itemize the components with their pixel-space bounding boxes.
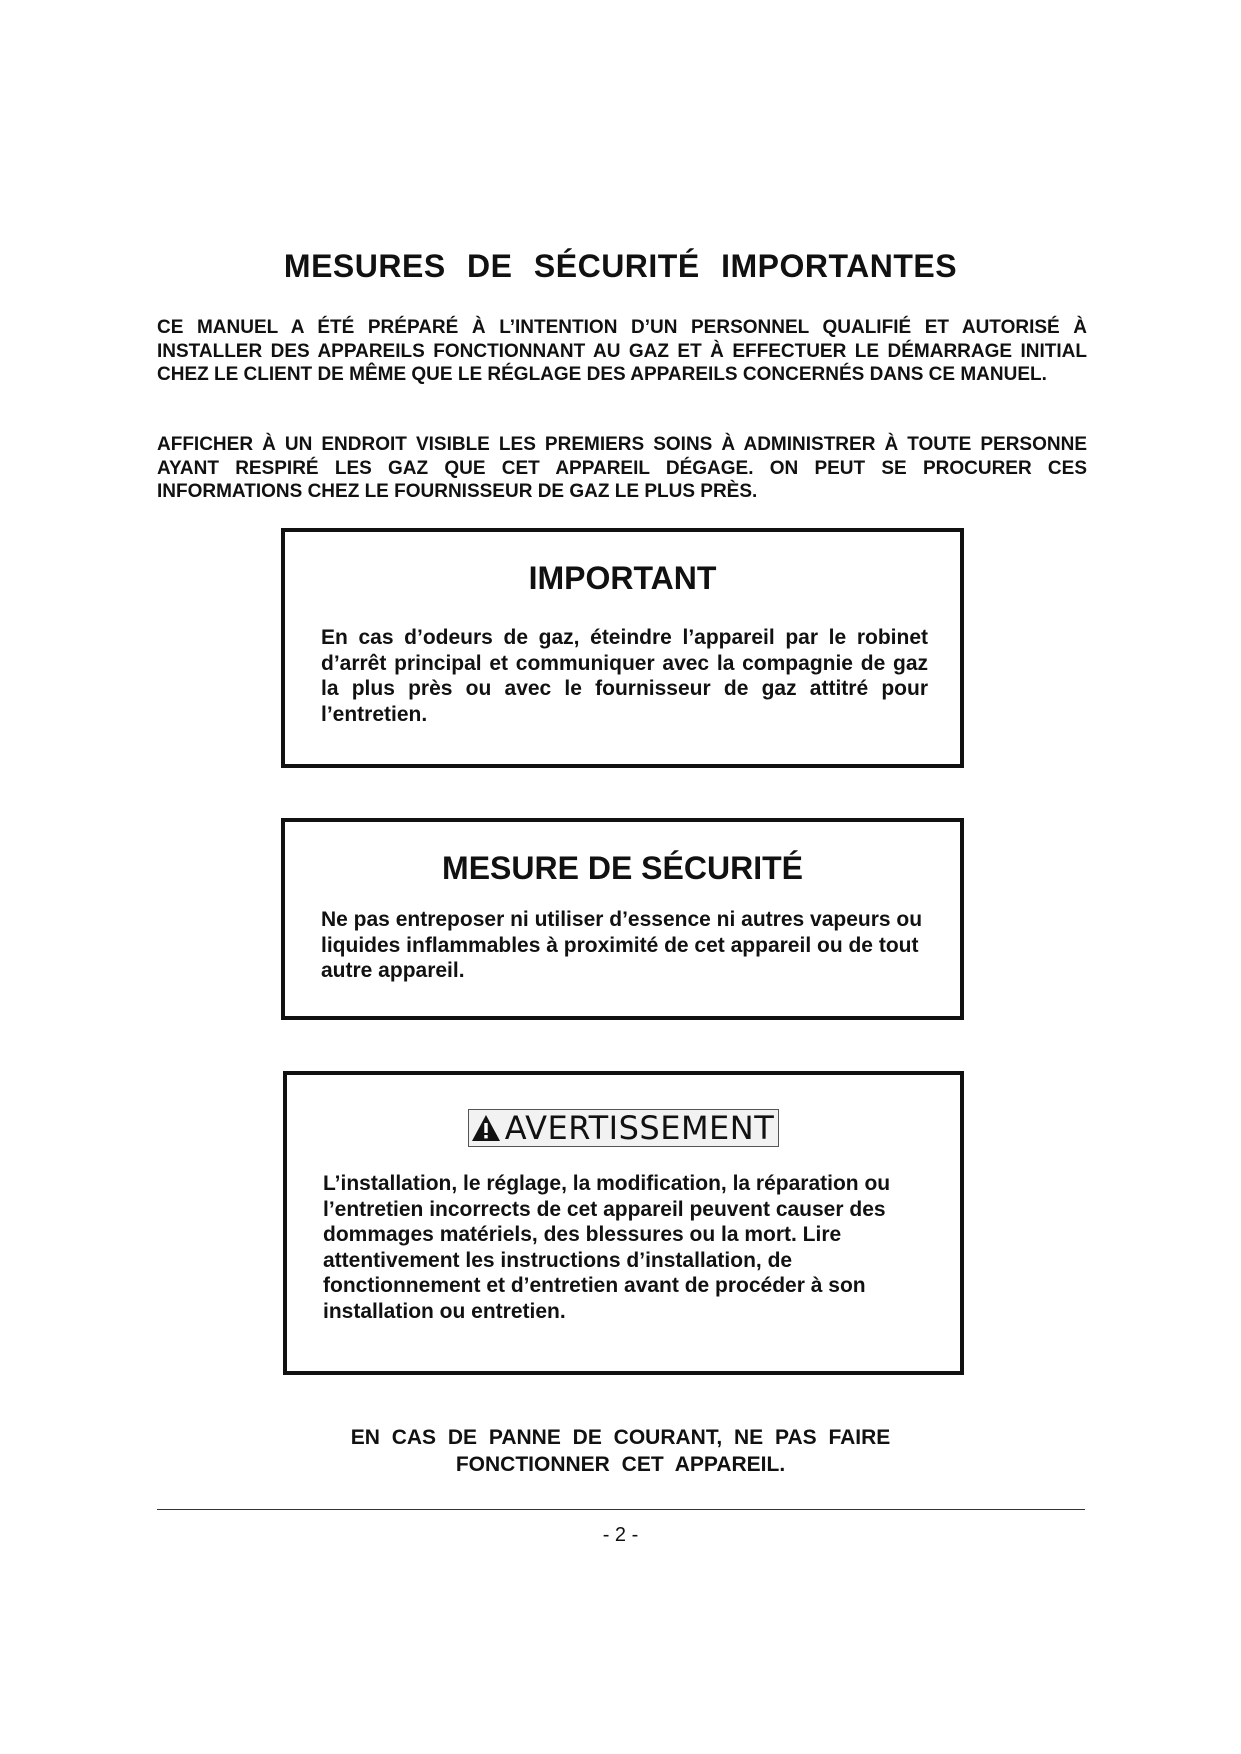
warning-body: L’installation, le réglage, la modification, la réparation ou l’entretien incorrects de cet appareil peuvent causer des dommages matériels, des blessures ou la mort. Lire attentivement les instructions d’installation, de fonctionnement et d’entretien avant de procéder à son installation ou entretien.	[323, 1172, 891, 1323]
footer-divider	[157, 1509, 1085, 1510]
page-title: MESURES DE SÉCURITÉ IMPORTANTES	[283, 248, 958, 284]
power-failure-line-2: FONCTIONNER CET APPAREIL.	[455, 1453, 786, 1476]
intro-paragraph-first-aid: AFFICHER À UN ENDROIT VISIBLE LES PREMIERS SOINS À ADMINISTRER À TOUTE PERSONNE AYANT RESPIRÉ LES GAZ QUE CET APPAREIL DÉGAGE. ON PEUT SE PROCURER CES INFORMATIONS CHEZ LE FOURNISSEUR DE GAZ LE PLUS PRÈS.	[157, 434, 1087, 502]
warning-box	[283, 1071, 964, 1375]
power-failure-notice	[0, 1424, 1241, 1478]
warning-triangle-icon	[471, 1114, 501, 1142]
warning-heading: AVERTISSEMENT	[504, 1109, 775, 1147]
page-number: - 2 -	[602, 1524, 639, 1546]
important-body: En cas d’odeurs de gaz, éteindre l’appareil par le robinet d’arrêt principal et communiquer avec la compagnie de gaz la plus près ou avec le fournisseur de gaz attitré pour l’entretien.	[321, 626, 928, 726]
power-failure-line-1: EN CAS DE PANNE DE COURANT, NE PAS FAIRE	[350, 1426, 891, 1449]
important-heading: IMPORTANT	[528, 560, 717, 596]
warning-banner	[468, 1109, 780, 1147]
safety-heading: MESURE DE SÉCURITÉ	[442, 850, 803, 886]
safety-body: Ne pas entreposer ni utiliser d’essence ni autres vapeurs ou liquides inflammables à proximité de cet appareil ou de tout autre appareil.	[321, 908, 923, 982]
intro-paragraph-qualified-personnel: CE MANUEL A ÉTÉ PRÉPARÉ À L’INTENTION D’UN PERSONNEL QUALIFIÉ ET AUTORISÉ À INSTALLER DES APPAREILS FONCTIONNANT AU GAZ ET À EFFECTUER LE DÉMARRAGE INITIAL CHEZ LE CLIENT DE MÊME QUE LE RÉGLAGE DES APPAREILS CONCERNÉS DANS CE MANUEL.	[157, 317, 1087, 385]
important-box	[281, 528, 964, 768]
safety-box	[281, 818, 964, 1020]
